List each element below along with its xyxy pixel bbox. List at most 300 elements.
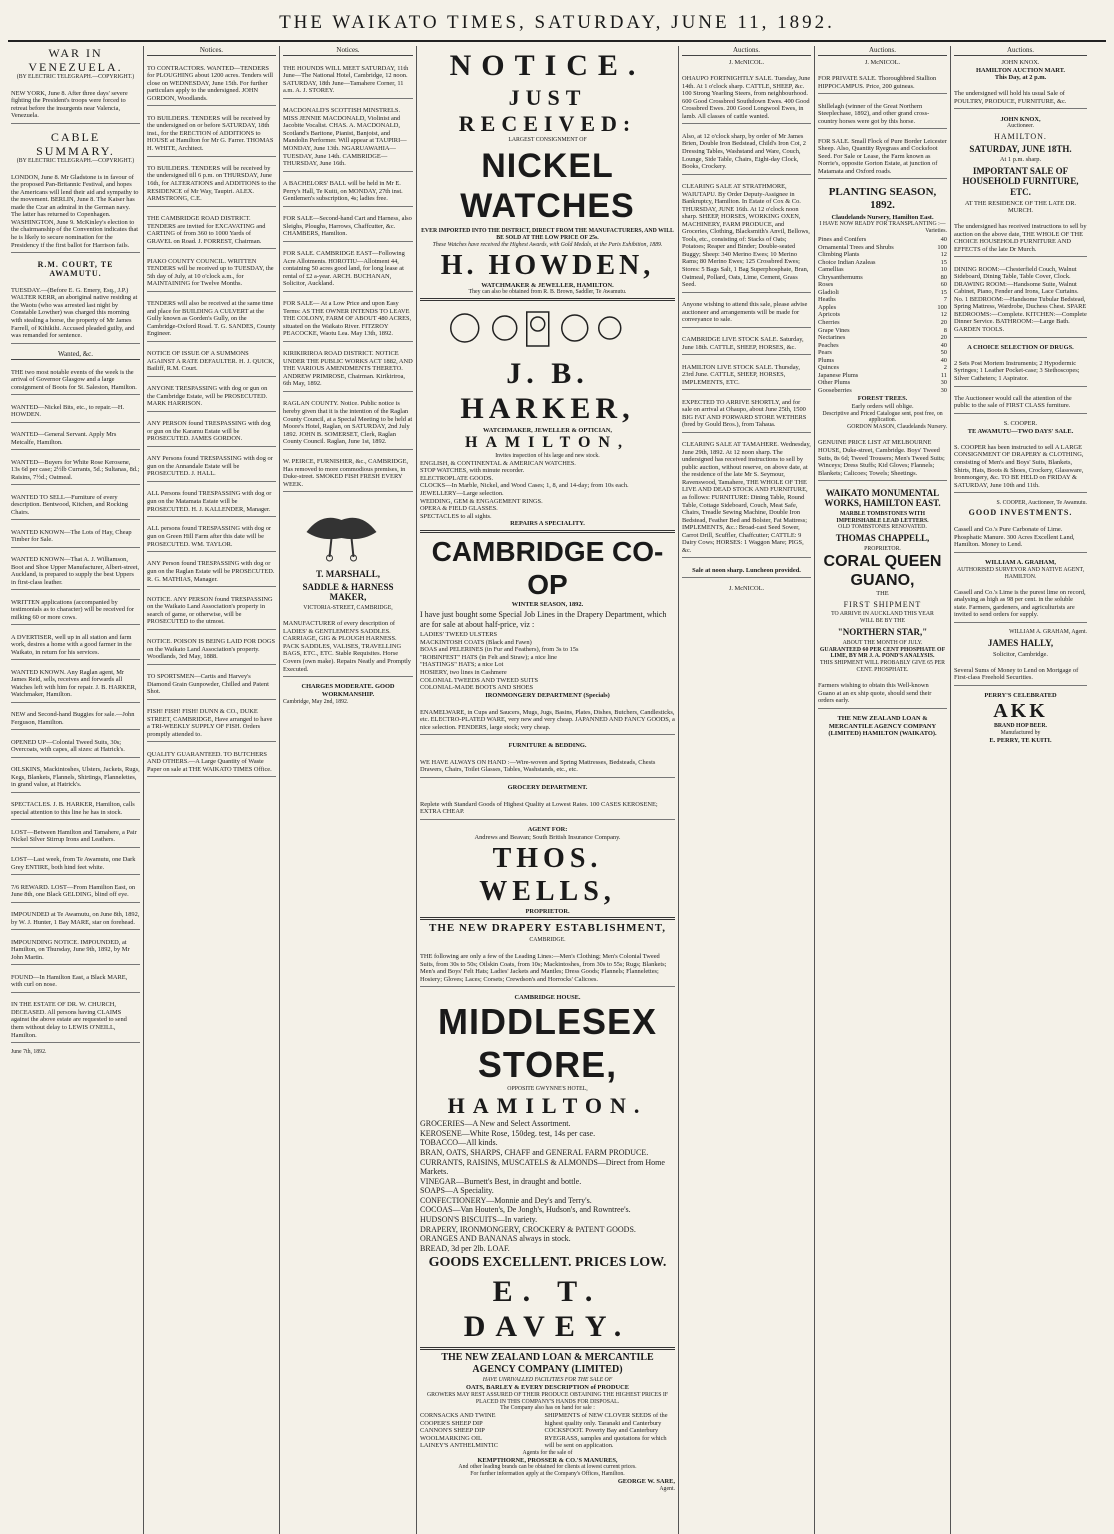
agent-text: Andrews and Beavan; South British Insurance Company. xyxy=(474,833,621,841)
early-orders: Early orders will oblige. xyxy=(851,403,914,410)
furniture-head: FURNITURE & BEDDING. xyxy=(508,741,587,749)
nzloan-right: SHIPMENTS of NEW CLOVER SEEDS of the highest quality only. Taranaki and Canterbury COCKSFOOT. Poverty Bay and Canterbury RYEGRASS, samples and quotations for which will be sent on application. xyxy=(544,1412,668,1450)
wanted-ad: WANTED—Nickel Bits, etc., to repair.—H. HOWDEN. xyxy=(11,402,140,423)
harker-town: HAMILTON, xyxy=(465,434,630,452)
wanted-ad: SPECTACLES. J. B. HARKER, Hamilton, calls special attention to this line he has in stock. xyxy=(11,799,140,820)
notice: TO SPORTSMEN—Cartis and Harvey's Diamond Grain Gunpowder, Chilled and Patent Shot. xyxy=(147,671,276,700)
private-sale: FOR PRIVATE SALE. Thoroughbred Stallion HIPPOCAMPUS. Price, 200 guineas. xyxy=(818,73,947,94)
wanted-head: Wanted, &c. xyxy=(11,350,140,360)
kempthorne-note: And other leading brands can be obtained for clients at lowest current prices. xyxy=(458,1464,637,1471)
plant-row xyxy=(818,342,947,350)
nzloan-produce: OATS, BARLEY & EVERY DESCRIPTION of PRODUCE xyxy=(465,1384,630,1392)
middlesex-line: CONFECTIONERY—Monnie and Dey's and Terry's. xyxy=(420,1195,592,1205)
wanted-ad: A DVERTISER, well up in all station and farm work, desires a home with a good farmer in the Waikato, in return for his services. xyxy=(11,632,140,661)
graham-name: WILLIAM A. GRAHAM, xyxy=(984,559,1056,567)
plant-row xyxy=(818,379,947,387)
middlesex-line: BRAN, OATS, SHARPS, CHAFF and GENERAL FARM PRODUCE. xyxy=(420,1147,649,1157)
cable-text: LONDON, June 8. Mr Gladstone is in favour of the proposed Pan-Britannic Festival, and hopes the Americans will lend their aid and sympathy to the movement. BERLIN, June 8. The Kaiser has made the Czar an admiral in the German navy. The latter has returned to Copenhagen. WASHINGTON, June 9. McKinley's election to the chairmanship of the Convention indicates that he is likely to secure nomination for the Presidency if the first ballot for Harrison fails. xyxy=(11,172,140,253)
notice: FOR SALE—Second-hand Cart and Harness, also Sleighs, Ploughs, Harrows, Chaffcutter, &c. CHAMBERS, Hamilton. xyxy=(283,213,413,242)
harker-sub: WATCHMAKER, JEWELLER & OPTICIAN, xyxy=(483,426,612,434)
coop-line: COLONIAL-MADE BOOTS AND SHOES xyxy=(420,684,534,692)
monumental: WAIKATO MONUMENTAL WORKS, HAMILTON EAST. xyxy=(824,487,941,509)
important-sale: IMPORTANT SALE OF HOUSEHOLD FURNITURE, ETC. xyxy=(962,165,1079,197)
notices-head: Notices. xyxy=(147,46,276,56)
middlesex-store: MIDDLESEX STORE, xyxy=(437,1001,658,1085)
auctions-head: Auctions. xyxy=(818,46,947,56)
plant-varieties: 8 xyxy=(943,326,947,334)
planting-season: PLANTING SEASON, 1892. xyxy=(828,185,937,211)
notice: PIAKO COUNTY COUNCIL. WRITTEN TENDERS will be received up to TUESDAY, the 5th day of July, at 10 o'clock a.m., for MAINTAINING for Twelve Months. xyxy=(147,256,276,292)
old-tomb: OLD TOMBSTONES RENOVATED. xyxy=(838,524,927,531)
wanted-ad: THE two most notable events of the week is the arrival of Governor Glasgow and a large consignment of Boots for St. Saleston, Hamilton. xyxy=(11,367,140,396)
plant-name: Gooseberries xyxy=(818,386,852,394)
new-drapery: THE NEW DRAPERY ESTABLISHMENT, xyxy=(428,922,667,935)
chappell-prop: PROPRIETOR. xyxy=(864,545,901,552)
plant-row xyxy=(818,274,947,282)
plant-varieties: 80 xyxy=(940,273,947,281)
coop-line: COLONIAL TWEEDS AND TWEED SUITS xyxy=(420,676,539,684)
cooper-title: TE AWAMUTU—TWO DAYS' SALE. xyxy=(967,427,1074,435)
plant-name: Peaches xyxy=(818,341,839,349)
nzloan-left-item: CORNSACKS AND TWINE xyxy=(420,1412,496,1420)
plant-name: Apricots xyxy=(818,311,841,319)
plant-row xyxy=(818,349,947,357)
court-title: R.M. COURT, TE AWAMUTU. xyxy=(37,259,114,278)
graham-sign: WILLIAM A. GRAHAM, Agent. xyxy=(1009,629,1087,636)
wanted-ad: FOUND—In Hamilton East, a Black MARE, with curl on nose. xyxy=(11,972,140,993)
coop-intro: I have just bought some Special Job Lines in the Drapery Department, which are for sale at about half-price, viz : xyxy=(420,610,667,629)
drapery-town: CAMBRIDGE. xyxy=(529,937,566,944)
plant-row xyxy=(818,289,947,297)
graham-sub: AUTHORISED SURVEYOR AND NATIVE AGENT, HAMILTON. xyxy=(956,566,1085,580)
auctioneer: JOHN KNOX. xyxy=(1001,59,1040,67)
notice: NOTICE OF ISSUE OF A SUMMONS AGAINST A RATE DEFAULTER. H. J. QUICK, Bailiff, R.M. Court. xyxy=(147,348,276,377)
ironmongery-text: ENAMELWARE, in Cups and Saucers, Mugs, Jugs, Basins, Plates, Dishes, Butchers, Candlesticks, etc. ELECTRO-PLATED WARE, very new and very cheap. JAPANNED AND FANCY GOODS, a nice selection. FENDERS, large stock; very cheap. xyxy=(420,706,675,736)
middlesex-line: SOAPS—A Speciality. xyxy=(420,1186,494,1196)
ironmongery-head: IRONMONGERY DEPARTMENT (Specials) xyxy=(485,691,610,699)
plant-row xyxy=(818,327,947,335)
plant-name: Pines and Conifers xyxy=(818,235,867,243)
marshall-name: T. MARSHALL, xyxy=(315,569,381,580)
plant-name: Apples xyxy=(818,303,837,311)
this-day: This Day, at 2 p.m. xyxy=(994,74,1047,82)
grocery-text: Replete with Standard Goods of Highest Quality at Lowest Rates. 100 CASES KEROSENE; EXTRA CHEAP. xyxy=(420,798,675,820)
goods-excellent: GOODS EXCELLENT. PRICES LOW. xyxy=(428,1255,667,1271)
knox-name: JOHN KNOX, xyxy=(1000,115,1041,123)
winter-season: WINTER SEASON, 1892. xyxy=(511,600,584,608)
auction-note: The Auctioneer would call the attention of the public to the sale of FIRST CLASS furniture. xyxy=(954,393,1087,414)
plant-varieties: 2 xyxy=(943,364,947,372)
plant-name: Climbing Plants xyxy=(818,251,860,259)
plant-row xyxy=(818,319,947,327)
auction-ad: CAMBRIDGE LIVE STOCK SALE. Saturday, June 18th. CATTLE, SHEEP, HORSES, &c. xyxy=(682,334,811,355)
wanted-ad: LOST—Last week, from Te Awamutu, one Dark Grey ENTIRE, both hind feet white. xyxy=(11,854,140,875)
knox-auctioneer: Auctioneer. xyxy=(1007,123,1034,130)
notice: ANY Persons found TRESPASSING with dog or gun on the Annandale Estate will be PROSECUTED. J. HALL. xyxy=(147,453,276,482)
varieties-head: Varieties. xyxy=(925,228,947,235)
notice: ALL Persons found TRESPASSING with dog or gun on the Matamata Estate will be PROSECUTED. H. J. KALLENDER, Manager. xyxy=(147,488,276,517)
cable-title: CABLE SUMMARY. xyxy=(36,130,115,159)
wanted-ad: OILSKINS, Mackintoshes, Ulsters, Jackets, Rugs, Kegs, Blankets, Flannels, Shirtings, Flannelettes, in grand value, at Hatrick's. xyxy=(11,764,140,793)
plant-varieties: 60 xyxy=(940,281,947,289)
catalogue: Descriptive and Priced Catalogue sent, post free, on application. xyxy=(822,410,943,424)
notice: RAGLAN COUNTY. Notice. Public notice is hereby given that it is the intention of the Raglan County Council, at a Special Meeting to be held at Moore's Hotel, Raglan, on SATURDAY, 2nd July 1892. JOHN B. SOMERSET, Clerk, Raglan County Council. Raglan, June 1st, 1892. xyxy=(283,398,413,449)
notice: TO CONTRACTORS. WANTED—TENDERS for PLOUGHING about 1200 acres. Tenders will close on WEDNESDAY, June 15th. For further particulars apply to the undersigned. JOHN GORDON, Woodlands. xyxy=(147,63,276,107)
harker-line: JEWELLERY—Large selection. xyxy=(420,490,504,497)
notice: TO BUILDERS. TENDERS will be received by the undersigned till 6 p.m. on THURSDAY, June 16th, for ALTERATIONS and ADDITIONS to the RESIDENCE of Mr Way, Taupiri. ALEX. ARMSTRONG, C.E. xyxy=(147,163,276,207)
plant-name: Ornamental Trees and Shrubs xyxy=(818,243,894,251)
davey-name: E. T. DAVEY. xyxy=(463,1274,632,1344)
marshall-date: Cambridge, May 2nd, 1892. xyxy=(283,698,349,705)
plant-name: Plums xyxy=(818,356,834,364)
nursery-intro: I HAVE NOW READY FOR TRANSPLANTING :— xyxy=(819,221,946,228)
wells-proprietor: PROPRIETOR. xyxy=(525,907,570,915)
plant-name: Roses xyxy=(818,281,834,289)
residence-text: The undersigned has received instructions to sell by auction on the above date, THE WHOLE OF THE CHOICE HOUSEHOLD FURNITURE AND EFFECTS of the late Dr Murch. xyxy=(954,221,1087,257)
auction-ad: Also, at 12 o'clock sharp, by order of Mr James Brien, Double Iron Bedstead, Child's Iron Cot, 2 Dressing Tables, Washstand and Ware, Couch, Lounge, Side Table, Chairs, Eight-day Clock, Books, Crockery. xyxy=(682,131,811,175)
nzloan-sub: HAVE UNRIVALLED FACILITIES FOR THE SALE OF xyxy=(482,1377,613,1384)
auction-ad: OHAUPO FORTNIGHTLY SALE. Tuesday, June 14th. At 1 o'clock sharp. CATTLE, SHEEP, &c. 100 Strong Yearling Steers, from neighbourhood. 600 Good Crossbred Southdown Ewes. 400 Good Crossbred Ewes. 200 Good Longwool Ewes, in lamb. All classes of cattle wanted. xyxy=(682,73,811,124)
nzloan-left-item: WOOLMARKING OIL xyxy=(420,1434,482,1442)
plant-varieties: 10 xyxy=(940,266,947,274)
plant-varieties: 20 xyxy=(940,334,947,342)
plant-row xyxy=(818,387,947,395)
plant-name: Chrysanthemums xyxy=(818,273,863,281)
opposite: OPPOSITE GWYNNE'S HOTEL, xyxy=(507,1086,588,1093)
notice: FOR SALE. CAMBRIDGE EAST—Following Acre Allotments. HOROTIU—Allotment 44, containing 50 acres good land, for long lease at rental of £2 a-year. ARCH. BUCHANAN, Solicitor, Auckland. xyxy=(283,248,413,292)
wells-name: THOS. WELLS, xyxy=(479,842,616,907)
coop-line: HOSIERY, two lines in Cashmere xyxy=(420,668,507,676)
plant-name: Gladioli xyxy=(818,288,839,296)
notice: THE HOUNDS WILL MEET SATURDAY, 11th June—The National Hotel, Cambridge, 12 noon. SATURDAY, 18th June—Tamahere Corner, 11 a.m. A. J. STOREY. xyxy=(283,63,413,99)
notice: FISH! FISH! FISH! DUNN & CO., DUKE STREET, CAMBRIDGE, Have arranged to have a TRI-WEEKLY SUPPLY OF FISH. Orders promptly attended to. xyxy=(147,706,276,742)
wanted-ad: OPENED UP—Colonial Tweed Suits, 30s; Overcoats, with capes, all sizes: at Hatrick's. xyxy=(11,737,140,758)
plant-row xyxy=(818,236,947,244)
harker-line: CLOCKS—In Marble, Nickel, and Wood Cases; 1, 8, and 14-day; from 10s each. xyxy=(420,482,629,490)
plant-varieties: 100 xyxy=(937,303,947,311)
plant-row xyxy=(818,266,947,274)
wanted-ads xyxy=(11,367,140,1043)
plant-name: Heaths xyxy=(818,296,836,304)
akk-beer: BRAND HOP BEER. xyxy=(994,723,1047,730)
clocks-illustration xyxy=(420,306,650,350)
middlesex-line: GROCERIES—A New and Select Assortment. xyxy=(420,1119,571,1129)
plant-row xyxy=(818,334,947,342)
column-7 xyxy=(951,46,1090,1534)
for-sale: FOR SALE. Small Flock of Pure Border Leicester Sheep. Also, Quantity Ryegrass and Cocksfoot Seed. For Sale or Lease, the Farm known as Norrie's, opposite Gorton Estate, at junction of Matamata and Oxford roads. xyxy=(818,136,947,180)
middlesex-line: KEROSENE—White Rose, 150deg. test, 14s per case. xyxy=(420,1128,596,1138)
marshall-trade: SADDLE & HARNESS MAKER, xyxy=(302,581,394,603)
plant-varieties: 40 xyxy=(940,356,947,364)
plant-name: Camellias xyxy=(818,266,844,274)
largest-line: LARGEST CONSIGNMENT OF xyxy=(508,137,587,144)
columns xyxy=(8,46,1106,1534)
cooper-head: S. COOPER. xyxy=(1003,420,1038,428)
coop-line: LADIES' TWEED ULSTERS xyxy=(420,631,498,639)
plant-name: Pears xyxy=(818,349,832,357)
notice-title: NOTICE. xyxy=(449,49,646,82)
plant-list xyxy=(818,236,947,394)
plant-varieties: 40 xyxy=(940,235,947,243)
plant-row xyxy=(818,259,947,267)
wanted-ad: WANTED KNOWN—That A. J. Williamson, Boot and Shoe Upper Manufacturer, Albert-street, Auckland, is prepared to supply the best Uppers in first-class leather. xyxy=(11,554,140,590)
good-inv-text: Cassell and Co.'s Pure Carbonate of Lime. Phosphatic Manure. 300 Acres Excellent Land, Hamilton. Money to Lend. xyxy=(954,524,1087,553)
auction-ad: EXPECTED TO ARRIVE SHORTLY, and for sale on arrival at Ohaupo, about June 25th, 1500 BIG FAT AND FORWARD STORE WETHERS (bred by Gould Bros.), from Tahaua. xyxy=(682,397,811,433)
plant-row xyxy=(818,251,947,259)
column-5 xyxy=(679,46,815,1534)
auctioneer: J. McNICOL. xyxy=(864,59,901,67)
good-investments: GOOD INVESTMENTS. xyxy=(968,508,1073,518)
wanted-ad: LOST—Between Hamilton and Tamahere, a Pair Nickel Silver Stirrup Irons and Leathers. xyxy=(11,827,140,848)
nzloan-lists xyxy=(420,1412,675,1450)
marshall-addr: VICTORIA-STREET, CAMBRIDGE, xyxy=(303,605,393,612)
harker-line: ENGLISH, & CONTINENTAL & AMERICAN WATCHES. xyxy=(420,459,576,467)
plant-varieties: 12 xyxy=(940,311,947,319)
nzloan-left-item: LAINEY'S ANTHELMINTIC xyxy=(420,1442,499,1450)
harker-repairs: REPAIRS A SPECIALITY. xyxy=(510,520,585,528)
mart-text: The undersigned will hold his usual Sale of POULTRY, PRODUCE, FURNITURE, &c. xyxy=(954,88,1087,109)
war-sub: (BY ELECTRIC TELEGRAPH.—COPYRIGHT.) xyxy=(16,74,135,81)
marshall-text: MANUFACTURER of every description of LADIES' & GENTLEMEN'S SADDLES. CARRIAGE, GIG & PLOUGH HARNESS. PACK SADDLES, VALISES, TRAVELLING BAGS, ETC., ETC. Stable Requisites. Horse Covers (own make). Repairs Neatly and Promptly Executed. xyxy=(283,618,413,677)
wanted-ad: WANTED KNOWN—The Lots of Hay, Cheap Timber for Sale. xyxy=(11,527,140,548)
col5-footer: J. McNICOL. xyxy=(728,584,765,592)
nursery: Claudelands Nursery, Hamilton East. xyxy=(831,213,934,221)
notice: FOR SALE— At a Low Price and upon Easy Terms: AS THE OWNER INTENDS TO LEAVE THE COLONY, FARM OF ABOUT 480 ACRES, situated on the Waikato River. FITZROY PEACOCKE, Waotu Lea. May 13th, 1892. xyxy=(283,298,413,342)
cooper-text: S. COOPER has been instructed to sell A LARGE CONSIGNMENT OF DRAPERY & CLOTHING, consisting of Men's and Boys' Suits, Blankets, Shirts, Hats, Boots & Shoes, Crockery, Glassware, Ironmongery, &c. TO BE HELD on FRIDAY & SATURDAY, June 10th and 11th. xyxy=(954,442,1087,493)
estate-date: June 7th, 1892. xyxy=(11,1049,47,1056)
plant-name: Cherries xyxy=(818,318,840,326)
notice: ALL persons found TRESPASSING with dog or gun on Green Hill Farm after this date will be PROSECUTED. WM. TAYLOR. xyxy=(147,523,276,552)
middlesex-line: BREAD, 3d per 2lb. LOAF. xyxy=(420,1243,510,1253)
plant-varieties: 15 xyxy=(940,288,947,296)
will-be: WILL BE BY THE xyxy=(859,618,906,625)
middlesex-town: HAMILTON. xyxy=(447,1093,648,1119)
nickel-note: These Watches have received the Highest Awards, with Gold Medals, at the Paris Exhibition, 1889. xyxy=(432,242,663,248)
plant-name: Japanese Plums xyxy=(818,371,859,379)
sare-name: GEORGE W. SARE, xyxy=(617,1477,675,1485)
coop-line: "HASTINGS" HATS; a nice Lot xyxy=(420,661,504,669)
hally-name: JAMES HALLY, xyxy=(987,638,1054,649)
nzloan-growers: GROWERS MAY REST ASSURED OF THEIR PRODUCE OBTAINING THE HIGHEST PRICES IF PLACED IN THIS COMPANY'S HANDS FOR DISPOSAL. xyxy=(426,1391,669,1405)
cable-sub: (BY ELECTRIC TELEGRAPH.—COPYRIGHT.) xyxy=(16,158,135,165)
rooms: DINING ROOM:—Chesterfield Couch, Walnut Sideboard, Dining Table, Table Cover, Clock. DRAWING ROOM:—Handsome Suite, Walnut Cabinet, Piano, Fender and Irons, Lace Curtains. No. 1 BEDROOM:—Handsome Tubular Bedstead, Spring Mattress, Wardrobe, Duchess Chest. SPARE BEDROOMS:—Complete. KITCHEN:—Complete Dinner Service. BATHROOM:—Large Bath. GARDEN TOOLS. xyxy=(954,264,1087,338)
nzloan-title: THE NEW ZEALAND LOAN & MERCANTILE AGENCY COMPANY (LIMITED) xyxy=(441,1351,654,1375)
plant-row xyxy=(818,372,947,380)
plant-varieties: 100 xyxy=(937,243,947,251)
further-info: For further information apply at the Company's Offices, Hamilton. xyxy=(470,1471,625,1478)
howden-sub: WATCHMAKER & JEWELLER, HAMILTON. xyxy=(481,281,614,289)
column-center xyxy=(417,46,679,1534)
wanted-ad: NEW and Second-hand Buggies for sale.—John Ferguson, Hamilton. xyxy=(11,709,140,730)
nzloan-hand: The Company also has on hand for sale : xyxy=(500,1405,595,1412)
plant-varieties: 7 xyxy=(943,296,947,304)
plant-row xyxy=(818,244,947,252)
notice: NOTICE. POISON IS BEING LAID FOR DOGS on the Waikato Land Association's property. Woodlands, 3rd May, 1888. xyxy=(147,636,276,665)
northern-star: "NORTHERN STAR," xyxy=(837,627,928,638)
hally-text: Several Sums of Money to Lend on Mortgage of First-class Freehold Securities. xyxy=(954,665,1087,686)
plant-row xyxy=(818,357,947,365)
gordon: GORDON MASON, Claudelands Nursery. xyxy=(847,424,947,431)
coop-lines xyxy=(420,631,675,691)
notice: MACDONALD'S SCOTTISH MINSTRELS. MISS JENNIE MACDONALD, Violinist and Jacobite Vocalist. CHAS. A. MACDONALD, Scotland's Baritone, Pianist, Banjoist, and Mandolin Performer. Will appear at TAUPIRI—MONDAY, June 13th. NGARUAWAHIA—TUESDAY, June 14th. CAMBRIDGE—THURSDAY, June 16th. xyxy=(283,105,413,171)
coop-line: BOAS and PELERINES (in Fur and Feathers), from 3s to 15s xyxy=(420,646,579,654)
kempthorne: KEMPTHORNE, PROSSER & CO.'S MANURES, xyxy=(477,1456,618,1464)
wanted-ad: IMPOUNDING NOTICE. IMPOUNDED, at Hamilton, on Thursday, June 9th, 1892, by Mr John Martin. xyxy=(11,937,140,966)
first-shipment: FIRST SHIPMENT xyxy=(843,599,922,609)
plant-varieties: 40 xyxy=(940,341,947,349)
grocery-head: GROCERY DEPARTMENT. xyxy=(507,783,588,791)
marshall-foot: CHARGES MODERATE. GOOD WORKMANSHIP. xyxy=(301,683,395,699)
notice: ANYONE TRESPASSING with dog or gun on the Cambridge Estate, will be PROSECUTED. MARK HARRISON. xyxy=(147,383,276,412)
furniture-text: WE HAVE ALWAYS ON HAND :—Wire-woven and Spring Mattresses, Bedsteads, Chests Drawers, Chairs, Toilet Glasses, Tables, Washstands, etc., etc. xyxy=(420,756,675,778)
harker-line: STOP WATCHES, with minute recorder. xyxy=(420,467,525,475)
auction-ad: Sale at noon sharp. Luncheon provided. xyxy=(682,565,811,579)
harker-name: J. B. HARKER, xyxy=(460,356,635,426)
plant-name: Other Plums xyxy=(818,379,851,387)
about-month: ABOUT THE MONTH OF JULY. xyxy=(842,639,923,646)
saturday: SATURDAY, JUNE 18TH. xyxy=(969,143,1072,154)
harker-line: ELECTROPLATE GOODS. xyxy=(420,474,494,482)
notice: TO BUILDERS. TENDERS will be received by the undersigned on or before SATURDAY, 18th inst., for the ERECTION of ADDITIONS to HOUSE at Hamilton for Mr G. Farrer. THOMAS H. WHITE, Architect. xyxy=(147,113,276,157)
wanted-ad: IMPOUNDED at Te Awamutu, on June 8th, 1892, by W. J. Hunter, 1 Bay MARE, star on forehead. xyxy=(11,909,140,930)
one-pm: At 1 p.m. sharp. xyxy=(999,156,1042,164)
coop-line: MACKINTOSH COATS (Black and Fawn) xyxy=(420,638,532,646)
coral-queen: CORAL QUEEN GUANO, xyxy=(823,552,942,589)
perry-head: PERRY'S CELEBRATED xyxy=(984,692,1057,700)
harker-line: SPECTACLES to all sights. xyxy=(420,512,492,520)
plant-varieties: 50 xyxy=(940,349,947,357)
hally-sub: Solicitor, Cambridge. xyxy=(993,650,1048,658)
auctions-head: Auctions. xyxy=(682,46,811,56)
notice: A BACHELORS' BALL will be held in Mr E. Perry's Hall, Te Kuiti, on MONDAY, 27th inst. Gentlemen's subscription, 4s; ladies free. xyxy=(283,178,413,207)
manufactured: Manufactured by xyxy=(1000,730,1041,737)
notice: QUALITY GUARANTEED. TO BUTCHERS AND OTHERS.—A Large Quantity of Waste Paper on sale at THE WAIKATO TIMES Office. xyxy=(147,749,276,778)
plant-row xyxy=(818,311,947,319)
plant-varieties: 15 xyxy=(940,258,947,266)
harker-lines xyxy=(420,460,675,520)
farmers: Farmers wishing to obtain this Well-known Guano at an ex ship quote, should send their orders early. xyxy=(818,680,947,709)
perry-sign: E. PERRY, TE KUITI. xyxy=(989,737,1052,745)
nickel-watches: NICKEL WATCHES xyxy=(460,147,635,226)
guaranteed: GUARANTEED 60 PER CENT PHOSPHATE OF LIME, BY MR J. A. POND'S ANALYSIS. xyxy=(819,646,946,660)
plant-varieties: 12 xyxy=(940,251,947,259)
just-received: JUST RECEIVED: xyxy=(458,85,637,137)
wanted-ad: 7/6 REWARD. LOST—From Hamilton East, on June 8th, one Black GELDING, blind off eye. xyxy=(11,882,140,903)
nzlm: THE NEW ZEALAND LOAN & MERCANTILE AGENCY COMPANY (LIMITED) HAMILTON (WAIKATO). xyxy=(828,715,937,738)
column-3 xyxy=(280,46,417,1534)
harker-invite: Invites inspection of his large and new stock. xyxy=(495,452,600,459)
wanted-ad: WANTED—Buyers for White Rose Kerosene, 13s 6d per case; 2½lb Currants, 5d.; Sultanas, 8d.; Raisins, 7½d.; Oatmeal. xyxy=(11,457,140,486)
to-arrive: TO ARRIVE IN AUCKLAND THIS YEAR xyxy=(831,611,934,618)
cooper-sign: S. COOPER, Auctioneer, Te Awamutu. xyxy=(996,499,1087,506)
agent-for: AGENT FOR: xyxy=(527,826,568,834)
court-text: TUESDAY.—(Before E. G. Emery, Esq., J.P.) WALTER KERR, an aboriginal native residing at the Waotu (who was arrested last night by Constable Lowther) was charged this morning with stealing a horse, the property of Mr James Farrell, of Kihikihi. Accused pleaded guilty, and was remanded for sentence. xyxy=(11,285,140,344)
middlesex-line: CURRANTS, RAISINS, MUSCATELS & ALMONDS—Direct from Home Markets. xyxy=(420,1157,665,1177)
plant-varieties: 30 xyxy=(940,379,947,387)
column-1 xyxy=(8,46,144,1534)
agents-for: Agents for the sale of xyxy=(522,1449,573,1456)
auctions-head: Auctions. xyxy=(954,46,1087,56)
forest-trees: FOREST TREES. xyxy=(857,395,908,403)
graham-text: Cassell and Co.'s Lime is the purest lime on record, analysing as high as 98 per cent. in the soluble state. Farmers, gardeners, and agriculturists are invited to send orders for supply. xyxy=(954,587,1087,623)
plant-varieties: 20 xyxy=(940,318,947,326)
cambridge-house: CAMBRIDGE HOUSE. xyxy=(514,993,581,1001)
choice-drugs: A CHOICE SELECTION OF DRUGS. xyxy=(967,343,1074,351)
shipment-give: THIS SHIPMENT WILL PROBABLY GIVE 65 PER CENT. PHOSPHATE. xyxy=(819,660,946,673)
akk-brand: AKK xyxy=(993,699,1048,722)
nickel-text: EVER IMPORTED INTO THE DISTRICT, DIRECT FROM THE MANUFACTURERS, AND WILL BE SOLD AT THE LOW PRICE OF 25s. xyxy=(421,228,674,242)
war-text: NEW YORK, June 8. After three days' severe fighting the President's troops were forced to retreat before the insurgents near Valencia, Venezuela. xyxy=(11,88,140,124)
auctioneer: J. McNICOL. xyxy=(728,59,765,67)
auction-ad: HAMILTON LIVE STOCK SALE. Thursday, 23rd June. CATTLE, SHEEP, HORSES, IMPLEMENTS, ETC. xyxy=(682,362,811,391)
plant-name: Nectarines xyxy=(818,334,846,342)
auction-ad: Anyone wishing to attend this sale, please advise auctioneer and arrangements will be made for conveyance to sale. xyxy=(682,299,811,328)
plant-row xyxy=(818,296,947,304)
saddle-illustration xyxy=(283,502,400,562)
notice: NOTICE. ANY PERSON found TRESPASSING on the Waikato Land Association's property in search of game, or otherwise, will be PROSECUTED to the utmost. xyxy=(147,594,276,630)
middlesex-line: VINEGAR—Burnett's Best, in draught and bottle. xyxy=(420,1176,582,1186)
masthead: THE WAIKATO TIMES, SATURDAY, JUNE 11, 1892. xyxy=(8,6,1106,42)
auction-ad: CLEARING SALE AT STRATHMORE, WAIUTAPU. By Order Deputy-Assignee in Bankruptcy, Hamilton. In Estate of Cox & Co. THURSDAY, JUNE 16th. At 12 o'clock noon sharp. SHEEP, HORSES, WORKING OXEN, MACHINERY, FARM PRODUCE, and Groceries, Clothing, Blacksmith's Anvil, Bellows, Tools, etc., consisting of: Stacks of Oats; Potatoes; Reaper and Binder; Double-seated Buggy; Sheep: 340 Merino Ewes; 10 Merino Rams; 80 Merino Ewes; 125 Crossbred Ewes; Stores: 5 Bags Salt, 1 Bag Superphosphate, Bran, Oatmeal, Pollard, Oats, Lime, Cement, Grass Seed. xyxy=(682,181,811,293)
harker-line: OPERA & FIELD GLASSES. xyxy=(420,505,498,513)
middlesex-line: TOBACCO—All kinds. xyxy=(420,1138,498,1148)
war-title: WAR IN VENEZUELA. xyxy=(28,46,123,75)
coop-line: "ROBINFEST" HATS (in Felt and Straw); a nice line xyxy=(420,653,557,661)
wanted-ad: WRITTEN applications (accompanied by testimonials as to character) will be received for milking 60 or more cows. xyxy=(11,597,140,626)
notice: ANY Person found TRESPASSING with dog or gun on the Raglan Estate will be PROSECUTED. R. G. MATHIAS, Manager. xyxy=(147,558,276,587)
middlesex-lines xyxy=(420,1119,675,1253)
notice: KIRIKIRIROA ROAD DISTRICT. NOTICE UNDER THE PUBLIC WORKS ACT 1882, AND THE VARIOUS AMENDMENTS THERETO. ANDREW PRIMROSE, Chairman. Kirikiriroa, 6th May, 1892. xyxy=(283,348,413,392)
plant-name: Choice Indian Azaleas xyxy=(818,258,876,266)
plant-name: Grape Vines xyxy=(818,326,850,334)
auction-ad: CLEARING SALE AT TAMAHERE. Wednesday, June 29th, 1892. At 12 noon sharp. The undersigned has received instructions to sell by public auction, without reserve, on above date, at the residence of the late Mr S. Seymour, Ravenswood, Tamahere, THE WHOLE OF THE LIVE AND DEAD STOCK AND FURNITURE, as follows: FURNITURE: Dining Table, Round Table, Cottage Sideboard, Couch, Meat Safe, Chairs, Treadle Sewing Machine, Double Iron Bedstead, Feather Bed and Bolster, Fat Mattress; IMPLEMENTS, &c.: Broad-cast Seed Sower, Carrot Drill, Scuffler, Chaffcutter; CATTLE: 9 Dairy Cows; HORSES: 1 Waggon Mare; PIGS, &c. xyxy=(682,439,811,558)
marble: MARBLE TOMBSTONES WITH IMPERISHABLE LEAD LETTERS. xyxy=(836,510,929,524)
plant-row xyxy=(818,364,947,372)
residence: AT THE RESIDENCE OF THE LATE DR. MURCH. xyxy=(964,199,1077,215)
harker-line: WEDDING, GEM & ENGAGEMENT RINGS. xyxy=(420,497,543,505)
chappell: THOMAS CHAPPELL, xyxy=(835,533,930,544)
wanted-ad: WANTED TO SELL—Furniture of every description. Bentwood, Kitchen, and Rocking Chairs. xyxy=(11,492,140,521)
plant-row xyxy=(818,304,947,312)
mart: HAMILTON AUCTION MART. xyxy=(976,66,1065,74)
nzloan-left xyxy=(420,1412,540,1450)
private-sale-text: Shillelagh (winner of the Great Northern Steeplechase, 1892), and other grand cross-country horses were got by this horse. xyxy=(818,101,947,130)
column-6 xyxy=(815,46,951,1534)
column-2 xyxy=(144,46,280,1534)
wanted-ad: WANTED KNOWN. Any Raglan agent, Mr James Reid, sells, receives and forwards all Watches left with him for repair. J. B. HARKER, Watchmaker, Hamilton. xyxy=(11,667,140,703)
notice: W. PEIRCE, FURNISHER, &c., CAMBRIDGE, Has removed to more commodious premises, in Duke-street. SMOKED FISH FRESH EVERY WEEK. xyxy=(283,456,413,492)
middlesex-line: HUDSON'S BISCUITS—In variety. xyxy=(420,1215,538,1225)
howden-name: H. HOWDEN, xyxy=(440,249,655,281)
nzloan-left-item: CANNON'S SHEEP DIP xyxy=(420,1427,485,1435)
plant-row xyxy=(818,281,947,289)
drugs-text: 2 Sets Post Mortem Instruments; 2 Hypodermic Syringes; 1 Leather Pocket-case; 3 Stethoscopes; Silver Catheters; 1 Aspirator. xyxy=(954,358,1087,387)
genuine-price-list: GENUINE PRICE LIST AT MELBOURNE HOUSE, Duke-street, Cambridge. Boys' Tweed Suits, 8s 6d; Tweed Trousers; Men's Tweed Suits; Winceys; Dress Stuffs; Kid Gloves; Flannels; Blankets; Calicoes; Towels; Sheetings. xyxy=(818,437,947,481)
plant-varieties: 30 xyxy=(940,386,947,394)
plant-varieties: 11 xyxy=(940,371,947,379)
drapery-text: THE following are only a few of the Leading Lines:—Men's Clothing; Men's Colonial Tweed Suits, from 30s to 50s; Oilskin Coats, from 10s; Mackintoshes, from 30s to 55s; Rugs; Blankets; Men's and Boys' Felt Hats; Ladies' Jackets and Mantles; Dress Goods; Flannels; Flannelettes; Hosiery; Gloves; Laces; Corsets; Crewdson's and Horrocks' Calicoes. xyxy=(420,950,675,987)
wanted-ad: WANTED—General Servant. Apply Mrs Metcalfe, Hamilton. xyxy=(11,429,140,450)
middlesex-line: COCOAS—Van Houten's, De Jongh's, Hudson's, and Rowntree's. xyxy=(420,1205,631,1215)
wanted-ad: IN THE ESTATE OF DR. W. CHURCH, DECEASED. All persons having CLAIMS against the above estate are requested to send them without delay to LEWIS O'NEILL, Hamilton. xyxy=(11,999,140,1043)
middlesex-line: ORANGES AND BANANAS always in stock. xyxy=(420,1234,571,1244)
the-word: THE xyxy=(876,590,889,598)
middlesex-line: DRAPERY, IRONMONGERY, CROCKERY & PATENT GOODS. xyxy=(420,1224,636,1234)
cambridge-coop: CAMBRIDGE CO-OP xyxy=(431,535,664,600)
sare-agent: Agent. xyxy=(659,1485,675,1492)
howden-note: They can also be obtained from R. B. Brown, Saddler, Te Awamutu. xyxy=(468,289,627,296)
notice: THE CAMBRIDGE ROAD DISTRICT. TENDERS are invited for EXCAVATING and CARTING of from 360 to 1000 Yards of GRAVEL on Road. J. FORREST, Chairman. xyxy=(147,213,276,249)
